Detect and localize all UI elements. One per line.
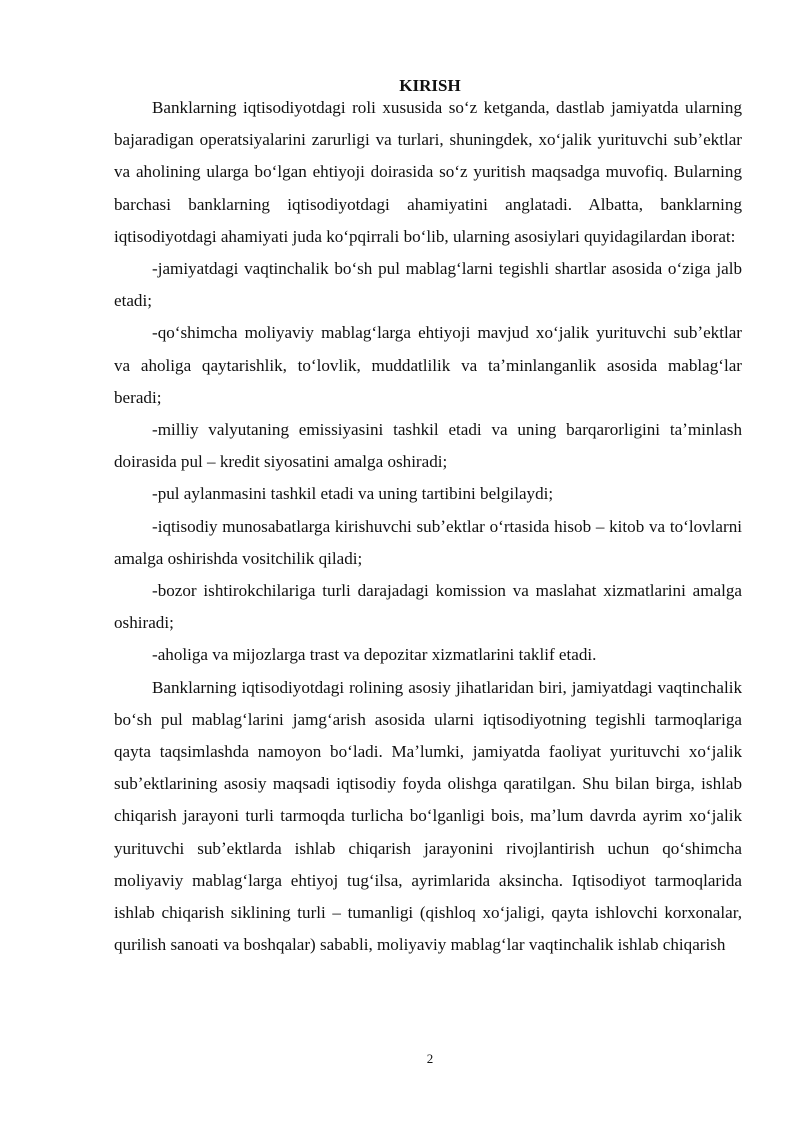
body-paragraph: Banklarning iqtisodiyotdagi rolining asosiy jihatlaridan biri, jamiyatdagi vaqtinchalik boʻsh pul mablagʻlarini jamgʻarish asosida ularni iqtisodiyotning tegishli tarmoqlariga qayta taqsimlashda namoyon boʻladi. Maʼlumki, jamiyatda faoliyat yurituvchi xoʻjalik subʼektlarining asosiy maqsadi iqtisodiy foyda olishga qaratilgan. Shu bilan birga, ishlab chiqarish jarayoni turli tarmoqda turlicha boʻlganligi bois, maʼlum davrda ayrim xoʻjalik yurituvchi subʼektlarda ishlab chiqarish jarayonini rivojlantirish uchun qoʻshimcha moliyaviy mablagʻlarga ehtiyoj tugʻilsa, ayrimlarida aksincha. Iqtisodiyot tarmoqlarida ishlab chiqarish siklining turli – tumanligi (qishloq xoʻjaligi, qayta ishlovchi korxonalar, qurilish sanoati va boshqalar) sababli, moliyaviy mablagʻlar vaqtinchalik ishlab chiqarish xyxy=(114,677,742,955)
list-item-settlements: -iqtisodiy munosabatlarga kirishuvchi subʼektlar oʻrtasida hisob – kitob va toʻlovlarni amalga oshirishda vositchilik qiladi; xyxy=(114,516,742,568)
page-number: 2 xyxy=(426,1051,434,1066)
list-item-provide-credit: -qoʻshimcha moliyaviy mablagʻlarga ehtiyoji mavjud xoʻjalik yurituvchi subʼektlar va aholiga qaytarishlik, toʻlovlik, muddatlilik va taʼminlanganlik asosida mablagʻlar beradi; xyxy=(114,323,742,407)
document-body xyxy=(114,92,742,961)
intro-paragraph: Banklarning iqtisodiyotdagi roli xususida soʻz ketganda, dastlab jamiyatda ularning bajaradigan operatsiyalarini zarurligi va turlari, shuningdek, xoʻjalik yurituvchi subʼektlar va aholining ularga boʻlgan ehtiyoji doirasida soʻz yuritish maqsadga muvofiq. Bularning barchasi banklarning iqtisodiyotdagi ahamiyatini anglatadi. Albatta, banklarning iqtisodiyotdagi ahamiyati juda koʻpqirrali boʻlib, ularning asosiylari quyidagilardan iborat: xyxy=(114,98,742,246)
list-item-attract-funds: -jamiyatdagi vaqtinchalik boʻsh pul mablagʻlarni tegishli shartlar asosida oʻziga jalb etadi; xyxy=(114,259,742,311)
list-item-currency-emission: -milliy valyutaning emissiyasini tashkil etadi va uning barqarorligini taʼminlash doirasida pul – kredit siyosatini amalga oshiradi; xyxy=(114,420,742,472)
list-item-trust-services: -aholiga va mijozlarga trast va depozitar xizmatlarini taklif etadi. xyxy=(152,645,597,665)
section-title: KIRISH xyxy=(399,76,461,95)
list-item-money-circulation: -pul aylanmasini tashkil etadi va uning tartibini belgilaydi; xyxy=(152,484,554,504)
list-item-commission-services: -bozor ishtirokchilariga turli darajadagi komission va maslahat xizmatlarini amalga oshiradi; xyxy=(114,581,742,633)
